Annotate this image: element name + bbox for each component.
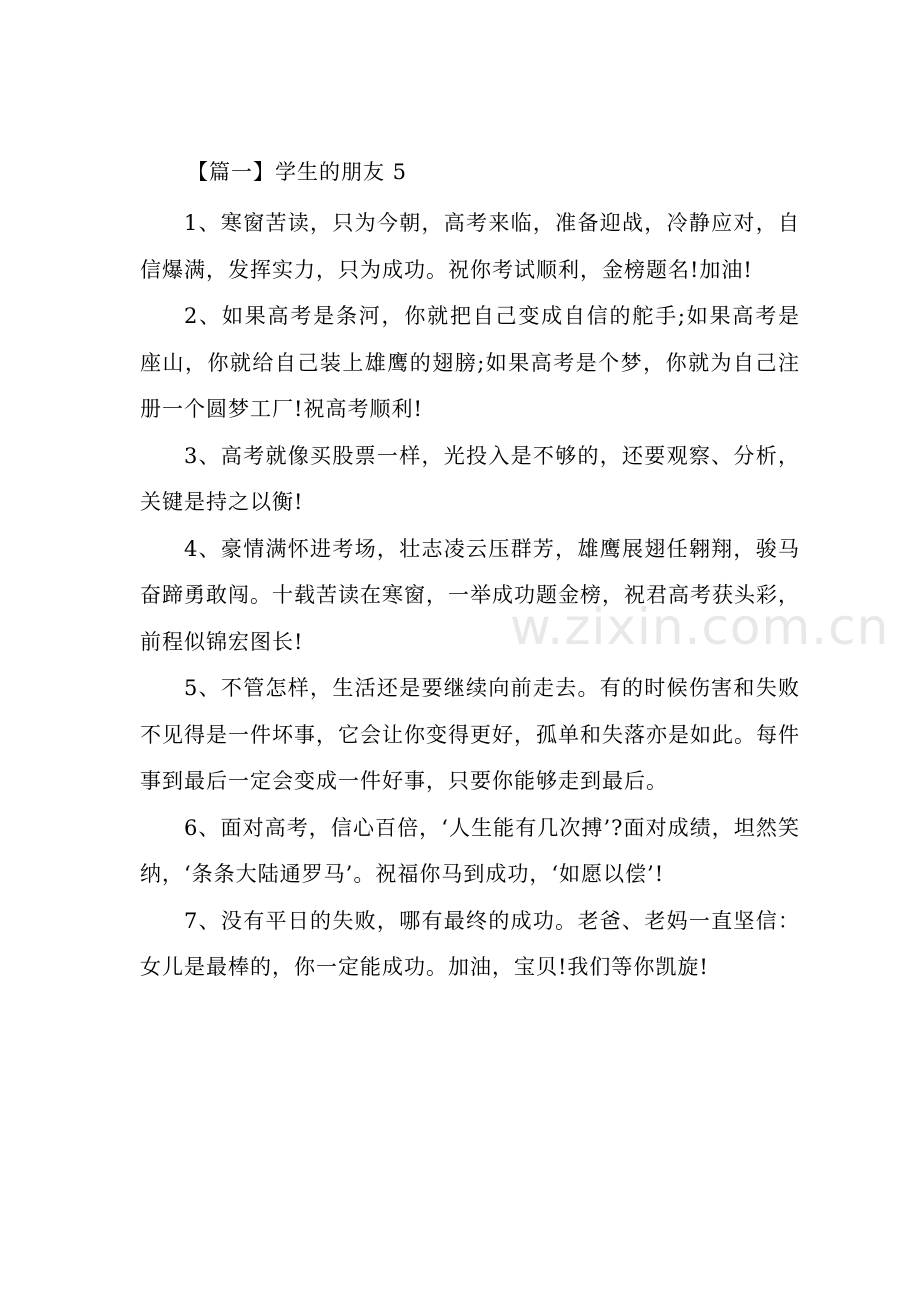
paragraph-3: 3、高考就像买股票一样，光投入是不够的，还要观察、分析，关键是持之以衡!: [140, 443, 800, 514]
paragraph-4: 4、豪情满怀进考场，壮志凌云压群芳，雄鹰展翅任翱翔，骏马奋蹄勇敢闯。十载苦读在寒窗，一举成功题金榜，祝君高考获头彩，前程似锦宏图长!: [140, 536, 800, 654]
document-body: [140, 200, 800, 991]
section-heading: 【篇一】学生的朋友 5: [187, 160, 408, 184]
watermark: w.zixin.com.cn: [510, 598, 890, 656]
paragraph-2: 2、如果高考是条河，你就把自己变成自信的舵手;如果高考是座山，你就给自己装上雄鹰的翅膀;如果高考是个梦，你就为自己注册一个圆梦工厂!祝高考顺利!: [140, 304, 800, 421]
paragraph-1: 1、寒窗苦读，只为今朝，高考来临，准备迎战，冷静应对，自信爆满，发挥实力，只为成功。祝你考试顺利，金榜题名!加油!: [140, 211, 800, 282]
paragraph-5: 5、不管怎样，生活还是要继续向前走去。有的时候伤害和失败不见得是一件坏事，它会让你变得更好，孤单和失落亦是如此。每件事到最后一定会变成一件好事，只要你能够走到最后。: [140, 676, 800, 793]
paragraph-7: 7、没有平日的失败，哪有最终的成功。老爸、老妈一直坚信：女儿是最棒的，你一定能成功。加油，宝贝!我们等你凯旋!: [140, 908, 800, 979]
paragraph-6: 6、面对高考，信心百倍，‘人生能有几次搏’?面对成绩，坦然笑纳，‘条条大陆通罗马’。祝福你马到成功，‘如愿以偿’!: [140, 815, 800, 886]
